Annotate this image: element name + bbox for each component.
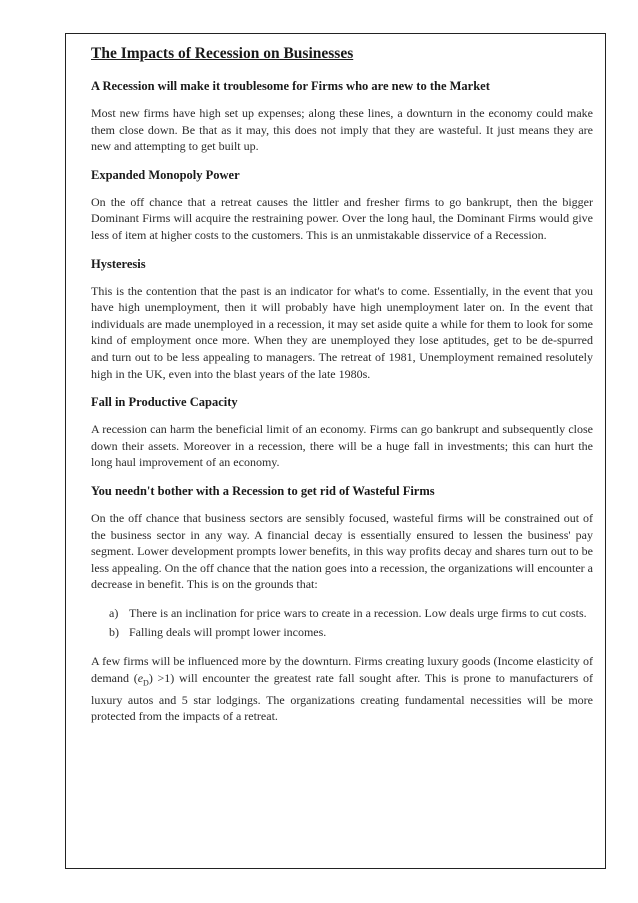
closing-text-after: ) >1) will encounter the greatest rate fall sought after. This is prone to manufacturers of luxury autos and 5 star lodgings. The organizations creating fundamental necessities will be more protected from the impacts of a retreat. [91,670,593,724]
list-marker: a) [109,605,119,620]
section-text-monopoly-power: On the off chance that a retreat causes the littler and fresher firms to go bankrupt, then the bigger Dominant Firms will acquire the restraining power. Over the long haul, the Dominant Firms would give less of item at higher costs to the customers. This is an unmistakable disservice of a Recession. [91,194,593,242]
list-item-text: Falling deals will prompt lower incomes. [129,625,327,640]
closing-paragraph [91,653,593,725]
section-heading-productive-capacity: Fall in Productive Capacity [91,395,238,410]
section-text-new-firms: Most new firms have high set up expenses; along these lines, a downturn in the economy could make them close down. Be that as it may, this does not imply that they are wasteful. It just means they are new and attempting to get built up. [91,106,593,154]
document-title: The Impacts of Recession on Businesses [91,45,354,62]
list-item-text: There is an inclination for price wars to create in a recession. Low deals urge firms to cut costs. [129,605,587,620]
elasticity-subscript: D [143,678,149,688]
section-text-hysteresis: This is the contention that the past is an indicator for what's to come. Essentially, in the event that you have high unemployment, then it will probably have high unemployment later on. In the event that individuals are made unemployed in a recession, it may set aside quite a while for them to look for some kind of employment once more. When they are unemployed they lose aptitudes, get to be de-spurred and turn out to be less appealing to managers. The retreat of 1981, Unemployment remained resolutely high in the UK, even into the blast years of the late 1980s. [91,283,593,381]
reasons-list [91,605,593,641]
list-marker: b) [109,625,119,640]
section-heading-wasteful-firms: You needn't bother with a Recession to get rid of Wasteful Firms [91,483,435,498]
elasticity-symbol: e [137,670,144,685]
section-heading-new-firms: A Recession will make it troublesome for Firms who are new to the Market [91,79,490,93]
section-text-wasteful-firms: On the off chance that business sectors are sensibly focused, wasteful firms will be constrained out of the business sector in any way. A financial decay is essentially ensured to lessen the business' pay segment. Lower development prompts lower benefits, in this way profits decay and shares turn out to be less appealing. On the off chance that the nation goes into a recession, the organizations will encounter a decrease in benefit. This is on the grounds that: [91,510,593,592]
list-item [91,624,593,641]
document-body [91,44,593,737]
section-heading-hysteresis: Hysteresis [91,256,146,271]
list-item [91,605,593,622]
section-heading-monopoly-power: Expanded Monopoly Power [91,167,240,182]
section-text-productive-capacity: A recession can harm the beneficial limit of an economy. Firms can go bankrupt and subsequently close down their assets. Moreover in a recession, there will be a huge fall in investments; this can hurt the long haul improvement of an economy. [91,422,593,470]
closing-text-before: A few firms will be influenced more by the downturn. Firms creating luxury goods (Income elasticity of demand ( [91,654,593,685]
